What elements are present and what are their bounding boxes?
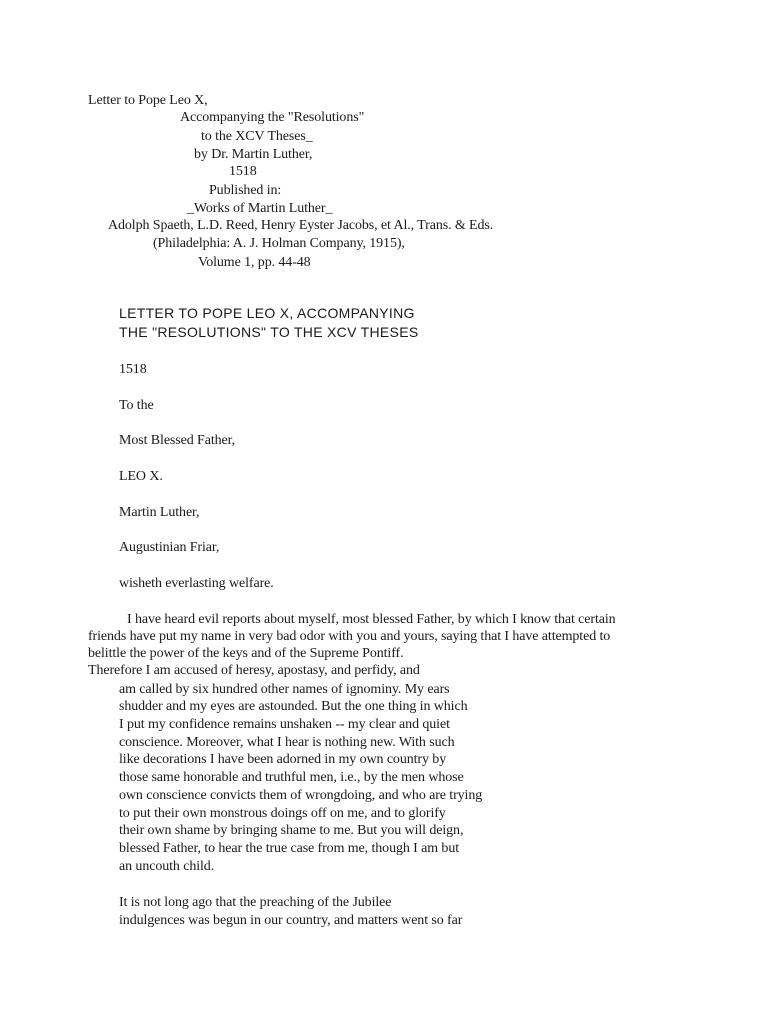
header-line: Published in: [209, 183, 282, 198]
body-line: It is not long ago that the preaching of the Jubilee [119, 895, 392, 910]
body-line: conscience. Moreover, what I hear is nothing new. With such [119, 735, 455, 750]
address-to: To the [119, 398, 154, 413]
body-line: own conscience convicts them of wrongdoing, and who are trying [119, 788, 483, 803]
title-line: THE "RESOLUTIONS" TO THE XCV THESES [119, 324, 419, 340]
header-line: Letter to Pope Leo X, [88, 93, 208, 108]
year: 1518 [119, 362, 147, 377]
body-line: like decorations I have been adorned in my own country by [119, 752, 447, 767]
body-line: friends have put my name in very bad odor with you and yours, saying that I have attempted to [88, 629, 611, 644]
recipient: Most Blessed Father, [119, 433, 236, 448]
recipient-name: LEO X. [119, 469, 163, 484]
header-line: by Dr. Martin Luther, [194, 147, 313, 162]
body-line: their own shame by bringing shame to me. But you will deign, [119, 823, 464, 838]
header-line: 1518 [229, 164, 257, 179]
body-line: to put their own monstrous doings off on me, and to glorify [119, 806, 446, 821]
header-line: _Works of Martin Luther_ [187, 201, 333, 216]
header-line: Adolph Spaeth, L.D. Reed, Henry Eyster Jacobs, et Al., Trans. & Eds. [108, 218, 494, 233]
sender-order: Augustinian Friar, [119, 540, 220, 555]
body-line: am called by six hundred other names of ignominy. My ears [119, 682, 450, 697]
body-line: belittle the power of the keys and of the Supreme Pontiff. [88, 646, 404, 661]
header-line: (Philadelphia: A. J. Holman Company, 1915), [153, 236, 405, 251]
body-line: I have heard evil reports about myself, most blessed Father, by which I know that certain [127, 612, 616, 627]
title-line: LETTER TO POPE LEO X, ACCOMPANYING [119, 305, 415, 321]
header-line: Accompanying the "Resolutions" [180, 110, 365, 125]
sender: Martin Luther, [119, 505, 200, 520]
body-line: I put my confidence remains unshaken -- my clear and quiet [119, 717, 450, 732]
greeting: wisheth everlasting welfare. [119, 576, 274, 591]
body-line: shudder and my eyes are astounded. But the one thing in which [119, 699, 468, 714]
body-line: indulgences was begun in our country, and matters went so far [119, 913, 463, 928]
body-line: blessed Father, to hear the true case from me, though I am but [119, 841, 460, 856]
body-line: those same honorable and truthful men, i.e., by the men whose [119, 770, 464, 785]
body-line: Therefore I am accused of heresy, apostasy, and perfidy, and [88, 663, 420, 678]
header-line: Volume 1, pp. 44-48 [198, 255, 311, 270]
header-line: to the XCV Theses_ [201, 129, 313, 144]
body-line: an uncouth child. [119, 859, 215, 874]
